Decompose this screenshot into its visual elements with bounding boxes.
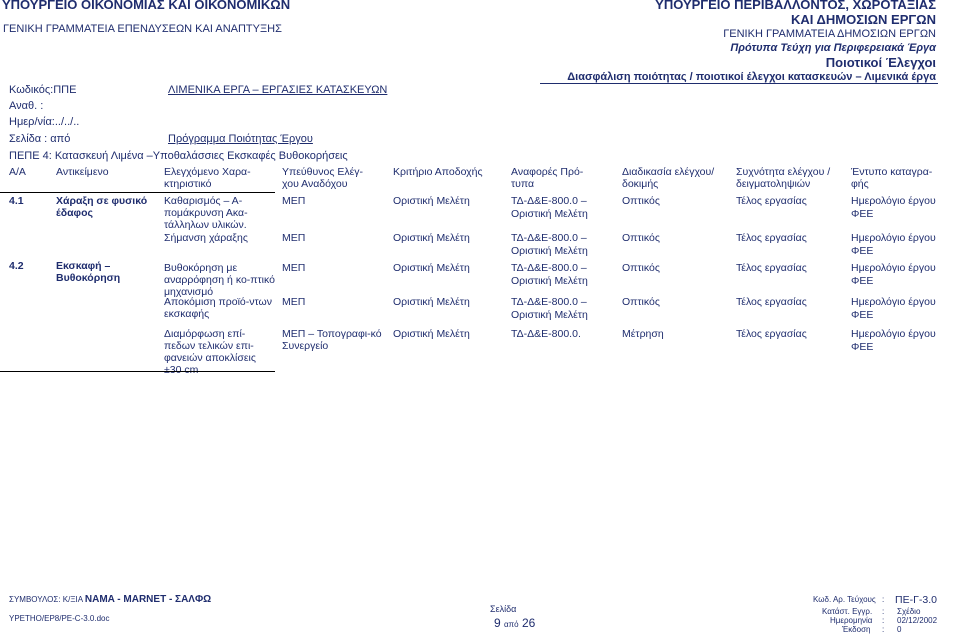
- row-form-1: Ημερολόγιο έργου: [851, 328, 936, 340]
- advisor-name: NAMA - MARNET - ΣΑΛΦΩ: [84, 594, 212, 605]
- header-form: Έντυπο καταγρα-φής: [851, 166, 933, 190]
- program-title: Πρόγραμμα Ποιότητας Έργου: [168, 133, 313, 145]
- row-form-2: ΦΕΕ: [851, 275, 874, 287]
- row-form-1: Ημερολόγιο έργου: [851, 232, 936, 244]
- header-references: Αναφορές Πρό-τυπα: [511, 166, 584, 190]
- footer-date-label: Ημερομηνία: [830, 616, 873, 625]
- section-description: Διασφάλιση ποιότητας / ποιοτικοί έλεγχοι κατασκευών – Λιμενικά έργα: [567, 71, 936, 83]
- footer-colon: :: [882, 616, 885, 625]
- row-frequency: Τέλος εργασίας: [736, 195, 807, 207]
- row-responsible: ΜΕΠ: [282, 195, 306, 207]
- row-reference-1: ΤΔ-Δ&Ε-800.0 –: [511, 232, 587, 244]
- row-characteristic: Σήμανση χάραξης: [164, 232, 248, 244]
- row-responsible: ΜΕΠ: [282, 232, 306, 244]
- date-label: Ημερ/νία:../../..: [9, 116, 80, 128]
- header-characteristic: Ελεγχόμενο Χαρα-κτηριστικό: [164, 166, 251, 190]
- row-responsible: ΜΕΠ: [282, 262, 306, 274]
- table-bottom-rule: [0, 371, 275, 372]
- page-word: Σελίδα: [490, 604, 517, 614]
- row-reference-1: ΤΔ-Δ&Ε-800.0 –: [511, 195, 587, 207]
- row-procedure: Οπτικός: [622, 262, 660, 274]
- group-object: Εκσκαφή – Βυθοκόρηση: [56, 260, 121, 284]
- page-of: από: [504, 620, 519, 629]
- row-characteristic: Καθαρισμός – Α-πομάκρυνση Ακα-τάλληλων υλικών.: [164, 195, 248, 231]
- row-form-1: Ημερολόγιο έργου: [851, 262, 936, 274]
- footer-date-value: 02/12/2002: [897, 616, 938, 625]
- footer-colon: :: [882, 607, 885, 616]
- ministry-title-left: ΥΠΟΥΡΓΕΙΟ ΟΙΚΟΝΟΜΙΑΣ ΚΑΙ ΟΙΚΟΝΟΜΙΚΩΝ: [2, 0, 291, 12]
- header-procedure: Διαδικασία ελέγχου/ δοκιμής: [622, 166, 715, 190]
- project-title: ΛΙΜΕΝΙΚΑ ΕΡΓΑ – ΕΡΓΑΣΙΕΣ ΚΑΤΑΣΚΕΥΩΝ: [168, 84, 388, 96]
- page-total: 26: [521, 616, 536, 630]
- header-divider: [0, 192, 275, 193]
- header-aa: Α/Α: [9, 166, 26, 178]
- footer-colon: :: [882, 595, 885, 604]
- row-reference-2: Οριστική Μελέτη: [511, 245, 588, 257]
- row-reference-2: Οριστική Μελέτη: [511, 275, 588, 287]
- row-procedure: Οπτικός: [622, 232, 660, 244]
- ministry-subtitle-left: ΓΕΝΙΚΗ ΓΡΑΜΜΑΤΕΙΑ ΕΠΕΝΔΥΣΕΩΝ ΚΑΙ ΑΝΑΠΤΥΞΗΣ: [3, 23, 282, 35]
- row-procedure: Οπτικός: [622, 195, 660, 207]
- row-form-1: Ημερολόγιο έργου: [851, 296, 936, 308]
- page-counter: [494, 616, 535, 630]
- row-procedure: Μέτρηση: [622, 328, 664, 340]
- group-aa: 4.2: [9, 260, 24, 272]
- row-procedure: Οπτικός: [622, 296, 660, 308]
- row-form-2: ΦΕΕ: [851, 341, 874, 353]
- header-frequency: Συχνότητα ελέγχου / δειγματοληψιών: [736, 166, 831, 190]
- footer-state-label: Κατάστ. Εγγρ.: [822, 607, 873, 616]
- row-frequency: Τέλος εργασίας: [736, 328, 807, 340]
- row-reference-1: ΤΔ-Δ&Ε-800.0 –: [511, 296, 587, 308]
- footer-state-value: Σχέδιο: [897, 607, 921, 616]
- row-frequency: Τέλος εργασίας: [736, 232, 807, 244]
- advisor-line: [9, 594, 211, 605]
- code-label: Κωδικός:ΠΠΕ: [9, 84, 77, 96]
- ministry-subtitle-right: ΓΕΝΙΚΗ ΓΡΑΜΜΑΤΕΙΑ ΔΗΜΟΣΙΩΝ ΕΡΓΩΝ: [723, 28, 936, 40]
- row-reference-1: ΤΔ-Δ&Ε-800.0 –: [511, 262, 587, 274]
- ministry-title-right-1: ΥΠΟΥΡΓΕΙΟ ΠΕΡΙΒΑΛΛΟΝΤΟΣ, ΧΩΡΟΤΑΞΙΑΣ: [655, 0, 936, 12]
- footer-edition-value: 0: [897, 625, 902, 634]
- footer-code-value: ΠΕ-Γ-3.0: [895, 594, 937, 606]
- row-characteristic: Αποκόμιση προϊό-ντων εκσκαφής: [164, 296, 272, 320]
- row-reference-2: Οριστική Μελέτη: [511, 208, 588, 220]
- file-name: ΥΡΕΤΗΟ/ΕΡ8/ΡΕ-C-3.0.doc: [9, 614, 110, 623]
- header-criterion: Κριτήριο Αποδοχής: [393, 166, 483, 178]
- row-criterion: Οριστική Μελέτη: [393, 328, 470, 340]
- header-object: Αντικείμενο: [56, 166, 109, 178]
- revision-label: Αναθ. :: [9, 100, 44, 112]
- header-underline: [540, 83, 938, 84]
- header-responsible: Υπεύθυνος Ελέγ-χου Αναδόχου: [282, 166, 364, 190]
- ministry-title-right-2: ΚΑΙ ΔΗΜΟΣΙΩΝ ΕΡΓΩΝ: [791, 12, 936, 27]
- section-title: ΠΕΠΕ 4: Κατασκευή Λιμένα –Υποθαλάσσιες Εκσκαφές Βυθοκορήσεις: [9, 150, 348, 162]
- row-criterion: Οριστική Μελέτη: [393, 262, 470, 274]
- section-name: Ποιοτικοί Έλεγχοι: [825, 55, 936, 70]
- group-aa: 4.1: [9, 195, 24, 207]
- footer-code-label: Κωδ. Αρ. Τεύχους: [813, 595, 876, 604]
- row-form-2: ΦΕΕ: [851, 309, 874, 321]
- row-frequency: Τέλος εργασίας: [736, 296, 807, 308]
- row-responsible: ΜΕΠ: [282, 296, 306, 308]
- row-criterion: Οριστική Μελέτη: [393, 232, 470, 244]
- row-responsible: ΜΕΠ – Τοπογραφι-κό Συνεργείο: [282, 328, 382, 352]
- row-form-2: ΦΕΕ: [851, 208, 874, 220]
- footer-edition-label: Έκδοση: [842, 625, 871, 634]
- page-number: 9: [494, 616, 501, 630]
- row-frequency: Τέλος εργασίας: [736, 262, 807, 274]
- row-criterion: Οριστική Μελέτη: [393, 195, 470, 207]
- row-form-2: ΦΕΕ: [851, 245, 874, 257]
- row-reference-2: Οριστική Μελέτη: [511, 309, 588, 321]
- page-label: Σελίδα : από: [9, 133, 71, 145]
- document-series: Πρότυπα Τεύχη για Περιφερειακά Έργα: [730, 42, 936, 54]
- row-reference-1: ΤΔ-Δ&Ε-800.0.: [511, 328, 581, 340]
- row-criterion: Οριστική Μελέτη: [393, 296, 470, 308]
- row-form-1: Ημερολόγιο έργου: [851, 195, 936, 207]
- row-characteristic: Βυθοκόρηση με αναρρόφηση ή κο-πτικό μηχανισμό: [164, 262, 275, 298]
- group-object: Χάραξη σε φυσικό έδαφος: [56, 195, 148, 219]
- advisor-prefix: ΣΥΜΒΟΥΛΟΣ: Κ/ΞΙΑ: [9, 595, 83, 604]
- footer-colon: :: [882, 625, 885, 634]
- row-characteristic: Διαμόρφωση επί-πεδων τελικών επι-φανειών αποκλίσεις ±30 cm: [164, 328, 256, 376]
